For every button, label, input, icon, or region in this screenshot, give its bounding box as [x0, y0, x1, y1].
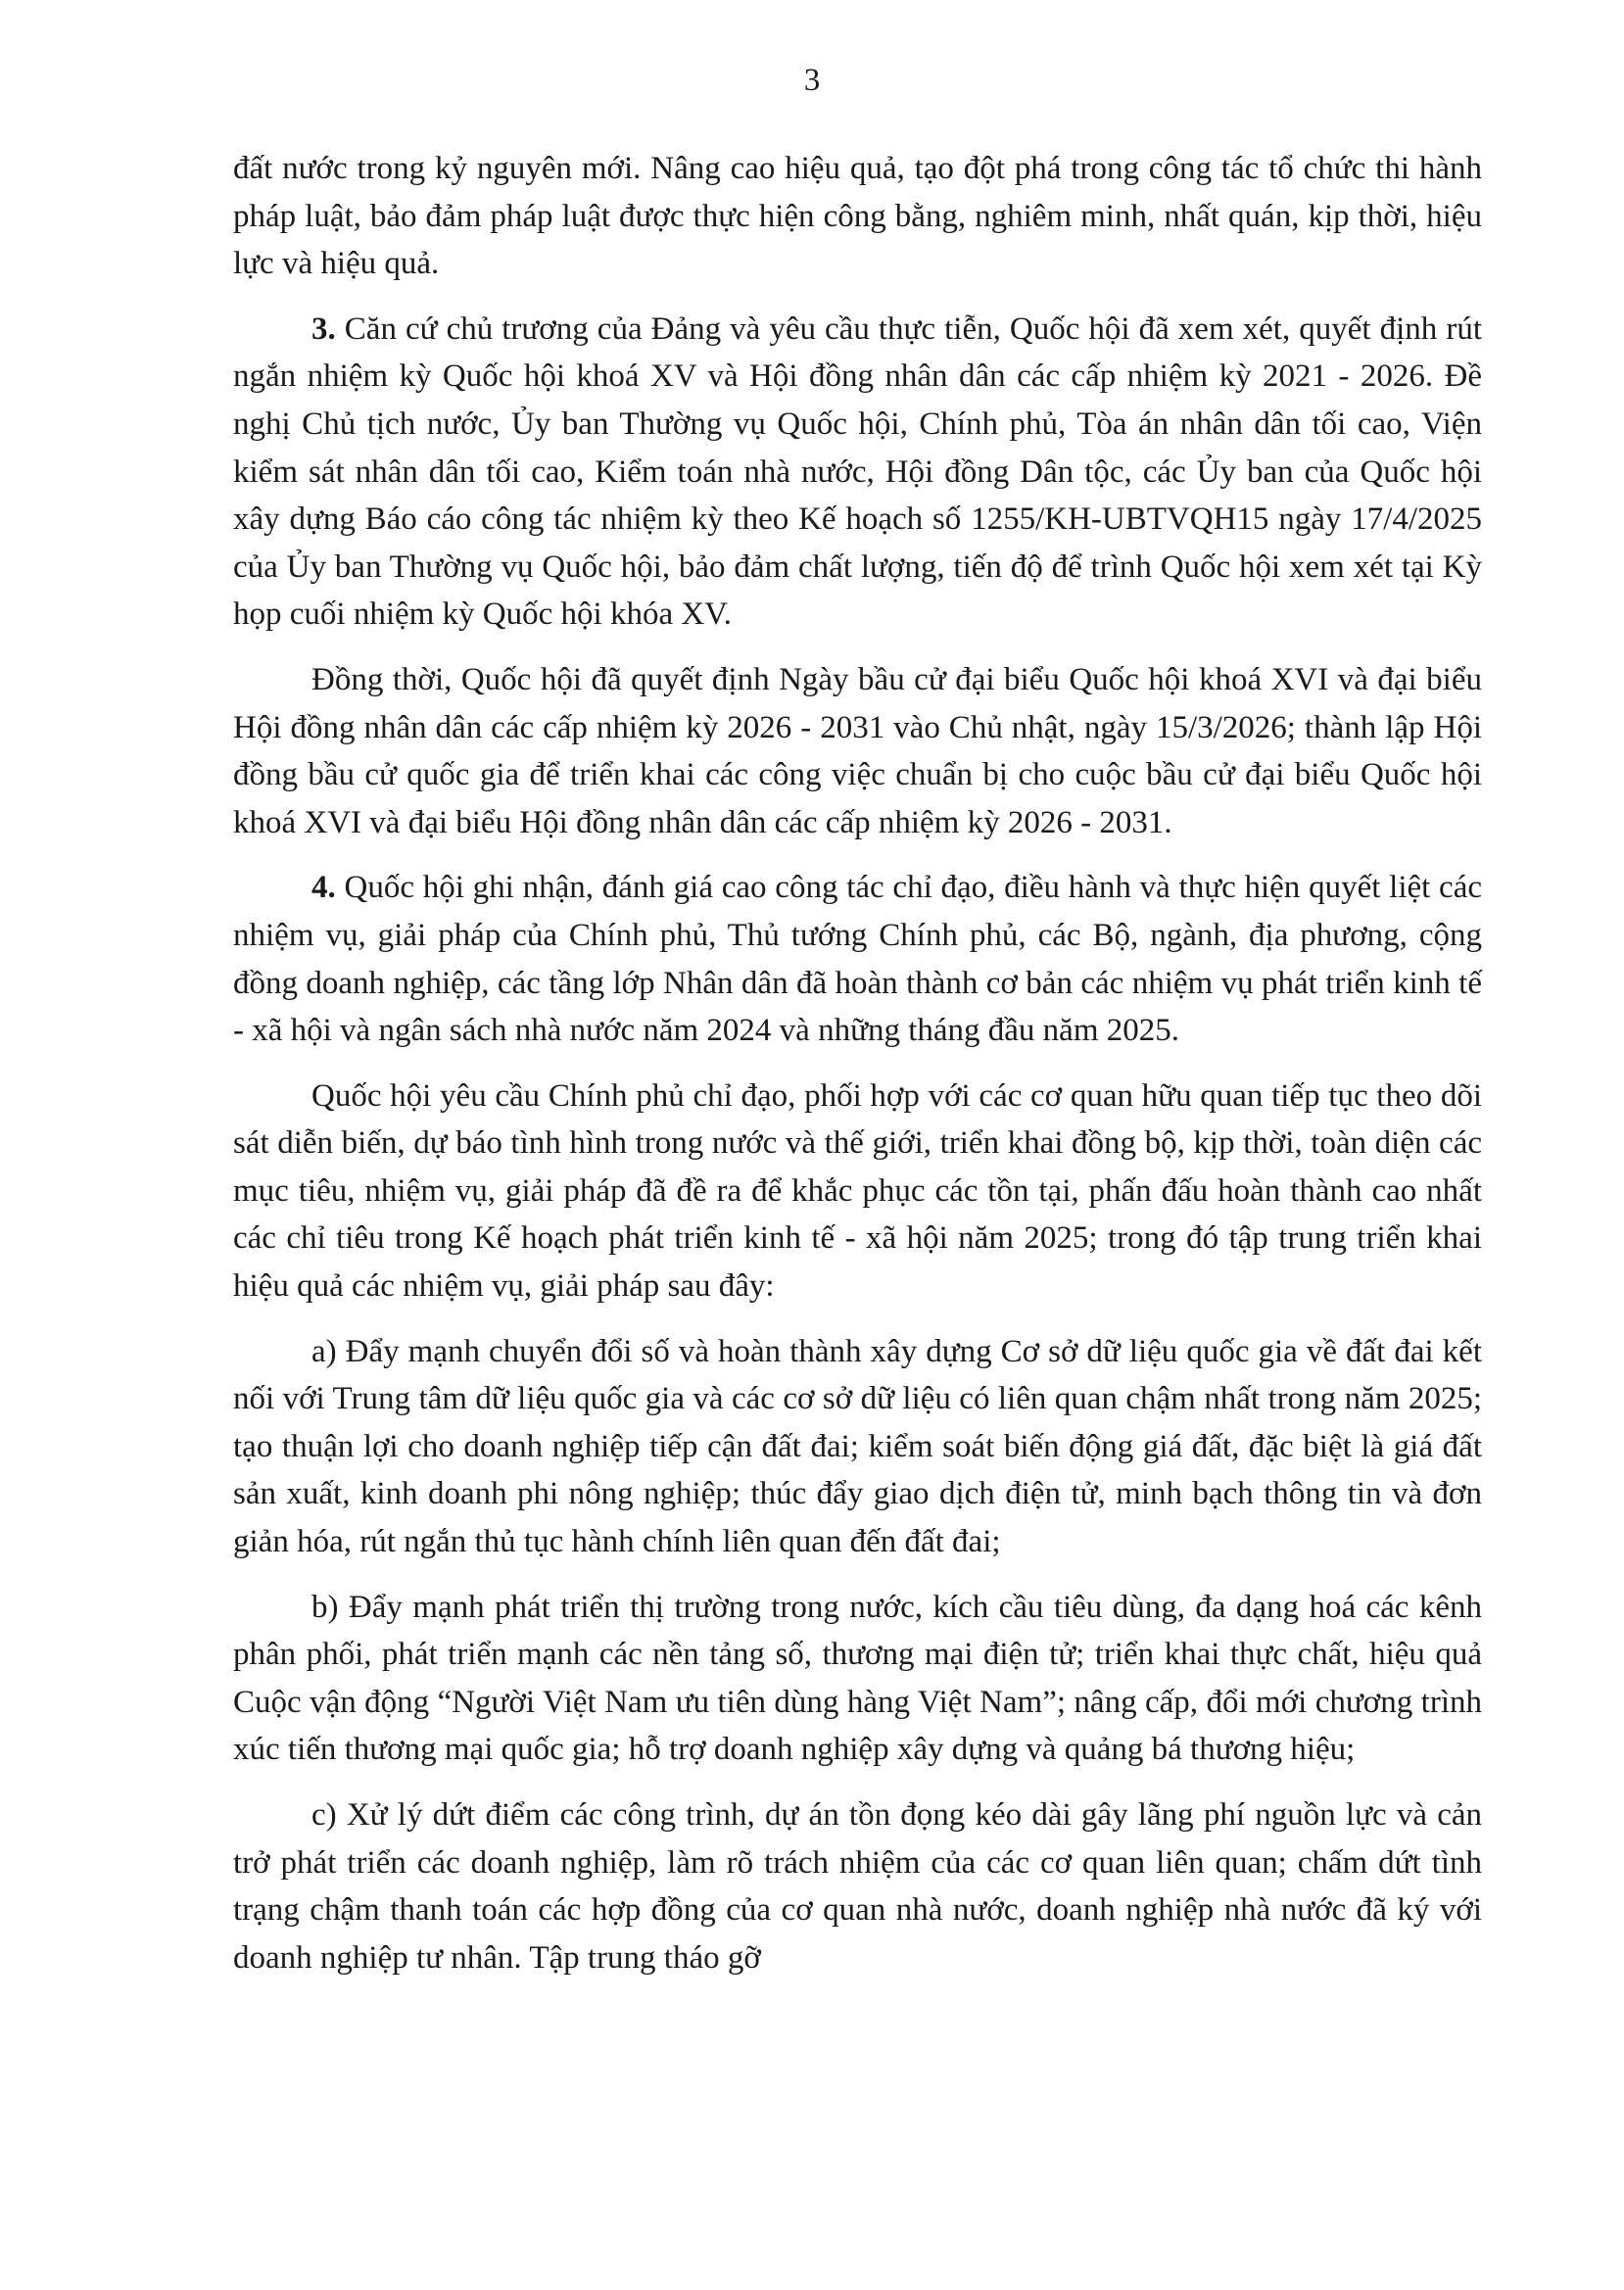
document-body: [233, 145, 1482, 1999]
paragraph-text: a) Đẩy mạnh chuyển đổi số và hoàn thành xây dựng Cơ sở dữ liệu quốc gia về đất đai kết nối với Trung tâm dữ liệu quốc gia và các cơ sở dữ liệu có liên quan chậm nhất trong năm 2025; tạo thuận lợi cho doanh nghiệp tiếp cận đất đai; kiểm soát biến động giá đất, đặc biệt là giá đất sản xuất, kinh doanh phi nông nghiệp; thúc đẩy giao dịch điện tử, minh bạch thông tin và đơn giản hóa, rút ngắn thủ tục hành chính liên quan đến đất đai;: [233, 1333, 1482, 1560]
paragraph-election: [233, 656, 1482, 846]
paragraph-point-b: [233, 1584, 1482, 1774]
paragraph-text: Quốc hội yêu cầu Chính phủ chỉ đạo, phối hợp với các cơ quan hữu quan tiếp tục theo dõi sát diễn biến, dự báo tình hình trong nước và thế giới, triển khai đồng bộ, kịp thời, toàn diện các mục tiêu, nhiệm vụ, giải pháp đã đề ra để khắc phục các tồn tại, phấn đấu hoàn thành cao nhất các chỉ tiêu trong Kế hoạch phát triển kinh tế - xã hội năm 2025; trong đó tập trung triển khai hiệu quả các nhiệm vụ, giải pháp sau đây:: [233, 1077, 1482, 1305]
page-number: 3: [803, 63, 821, 98]
paragraph-government-request: [233, 1073, 1482, 1311]
paragraph-item-3: [233, 306, 1482, 639]
paragraph-text: b) Đẩy mạnh phát triển thị trường trong nước, kích cầu tiêu dùng, đa dạng hoá các kênh phân phối, phát triển mạnh các nền tảng số, thương mại điện tử; triển khai thực chất, hiệu quả Cuộc vận động “Người Việt Nam ưu tiên dùng hàng Việt Nam”; nâng cấp, đổi mới chương trình xúc tiến thương mại quốc gia; hỗ trợ doanh nghiệp xây dựng và quảng bá thương hiệu;: [233, 1589, 1482, 1768]
paragraph-point-c: [233, 1791, 1482, 1981]
item-number: 3.: [311, 310, 336, 347]
paragraph-item-4: [233, 864, 1482, 1054]
paragraph-text: Quốc hội ghi nhận, đánh giá cao công tác chỉ đạo, điều hành và thực hiện quyết liệt các nhiệm vụ, giải pháp của Chính phủ, Thủ tướng Chính phủ, các Bộ, ngành, địa phương, cộng đồng doanh nghiệp, các tầng lớp Nhân dân đã hoàn thành cơ bản các nhiệm vụ phát triển kinh tế - xã hội và ngân sách nhà nước năm 2024 và những tháng đầu năm 2025.: [233, 870, 1482, 1049]
paragraph-point-a: [233, 1328, 1482, 1566]
paragraph-text: đất nước trong kỷ nguyên mới. Nâng cao hiệu quả, tạo đột phá trong công tác tổ chức thi hành pháp luật, bảo đảm pháp luật được thực hiện công bằng, nghiêm minh, nhất quán, kịp thời, hiệu lực và hiệu quả.: [233, 151, 1482, 282]
paragraph-text: c) Xử lý dứt điểm các công trình, dự án tồn đọng kéo dài gây lãng phí nguồn lực và cản trở phát triển các doanh nghiệp, làm rõ trách nhiệm của các cơ quan liên quan; chấm dứt tình trạng chậm thanh toán các hợp đồng của cơ quan nhà nước, doanh nghiệp nhà nước đã ký với doanh nghiệp tư nhân. Tập trung tháo gỡ: [233, 1797, 1482, 1976]
paragraph-text: Đồng thời, Quốc hội đã quyết định Ngày bầu cử đại biểu Quốc hội khoá XVI và đại biểu Hội đồng nhân dân các cấp nhiệm kỳ 2026 - 2031 vào Chủ nhật, ngày 15/3/2026; thành lập Hội đồng bầu cử quốc gia để triển khai các công việc chuẩn bị cho cuộc bầu cử đại biểu Quốc hội khoá XVI và đại biểu Hội đồng nhân dân các cấp nhiệm kỳ 2026 - 2031.: [233, 661, 1482, 840]
paragraph-continuation: [233, 145, 1482, 288]
item-number: 4.: [311, 870, 336, 906]
paragraph-text: Căn cứ chủ trương của Đảng và yêu cầu thực tiễn, Quốc hội đã xem xét, quyết định rút ngắn nhiệm kỳ Quốc hội khoá XV và Hội đồng nhân dân các cấp nhiệm kỳ 2021 - 2026. Đề nghị Chủ tịch nước, Ủy ban Thường vụ Quốc hội, Chính phủ, Tòa án nhân dân tối cao, Viện kiểm sát nhân dân tối cao, Kiểm toán nhà nước, Hội đồng Dân tộc, các Ủy ban của Quốc hội xây dựng Báo cáo công tác nhiệm kỳ theo Kế hoạch số 1255/KH-UBTVQH15 ngày 17/4/2025 của Ủy ban Thường vụ Quốc hội, bảo đảm chất lượng, tiến độ để trình Quốc hội xem xét tại Kỳ họp cuối nhiệm kỳ Quốc hội khóa XV.: [233, 310, 1482, 633]
